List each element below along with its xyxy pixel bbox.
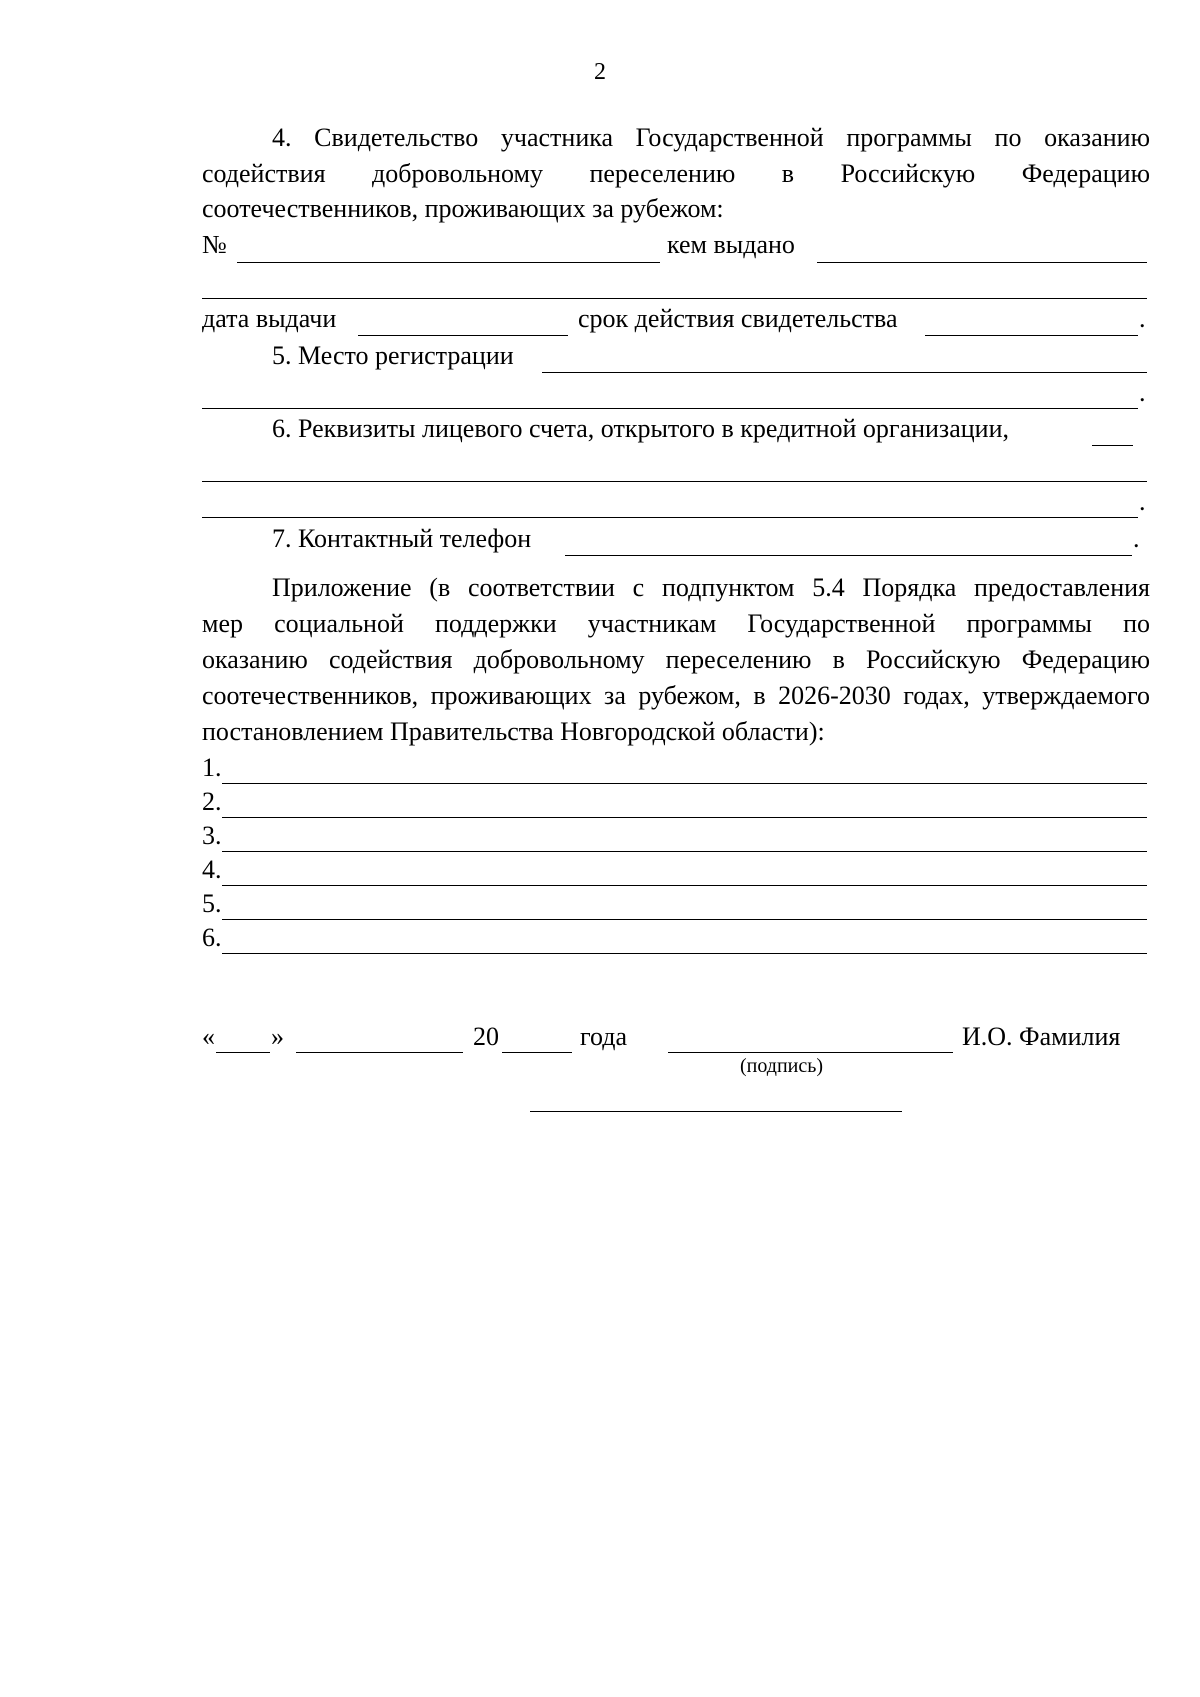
list-item-field[interactable] xyxy=(222,817,1147,818)
registration-field-continued[interactable] xyxy=(202,408,1138,409)
signature-field[interactable] xyxy=(668,1052,953,1053)
account-details-field-line2[interactable] xyxy=(202,481,1147,482)
registration-label: 5. Место регистрации xyxy=(272,341,514,370)
issued-by-field-continued[interactable] xyxy=(202,298,1147,299)
list-item-field[interactable] xyxy=(222,885,1147,886)
validity-field[interactable] xyxy=(925,335,1138,336)
certificate-number-label: № xyxy=(202,230,227,259)
appendix-line5: постановлением Правительства Новгородской области): xyxy=(202,717,825,746)
period: . xyxy=(1139,487,1146,516)
account-details-field[interactable] xyxy=(1092,445,1133,446)
phone-label: 7. Контактный телефон xyxy=(272,524,532,553)
period: . xyxy=(1139,378,1146,407)
list-item-number: 1. xyxy=(202,753,222,782)
date-open-quote: « xyxy=(202,1022,215,1051)
year-suffix: года xyxy=(580,1022,628,1051)
page-number: 2 xyxy=(594,59,606,85)
list-item-field[interactable] xyxy=(222,953,1147,954)
period: . xyxy=(1139,304,1146,333)
account-details-field-line3[interactable] xyxy=(202,517,1138,518)
appendix-line2: мер социальной поддержки участникам Государственной программы по xyxy=(202,609,1150,638)
signer-name: И.О. Фамилия xyxy=(962,1022,1121,1051)
appendix-line1: Приложение (в соответствии с подпунктом 5.4 Порядка предоставления xyxy=(272,573,1150,602)
date-month-field[interactable] xyxy=(296,1052,463,1053)
appendix-line4: соотечественников, проживающих за рубежом, в 2026-2030 годах, утверждаемого xyxy=(202,681,1150,710)
list-item-number: 6. xyxy=(202,923,222,952)
phone-field[interactable] xyxy=(565,555,1132,556)
signature-caption: (подпись) xyxy=(740,1055,824,1077)
registration-field[interactable] xyxy=(542,372,1147,373)
list-item-field[interactable] xyxy=(222,851,1147,852)
issue-date-label: дата выдачи xyxy=(202,304,337,333)
date-close-quote: » xyxy=(271,1022,284,1051)
issued-by-label: кем выдано xyxy=(667,230,795,259)
date-year-field[interactable] xyxy=(502,1052,572,1053)
list-item-number: 3. xyxy=(202,821,222,850)
account-details-label: 6. Реквизиты лицевого счета, открытого в кредитной организации, xyxy=(272,414,1009,443)
appendix-line3: оказанию содействия добровольному переселению в Российскую Федерацию xyxy=(202,645,1150,674)
period: . xyxy=(1133,524,1140,553)
item4-line1: 4. Свидетельство участника Государственной программы по оказанию xyxy=(272,123,1150,152)
item4-line2: содействия добровольному переселению в Российскую Федерацию xyxy=(202,159,1150,188)
list-item-number: 5. xyxy=(202,889,222,918)
issue-date-field[interactable] xyxy=(358,335,568,336)
list-item-field[interactable] xyxy=(222,783,1147,784)
list-item-number: 4. xyxy=(202,855,222,884)
date-day-field[interactable] xyxy=(216,1052,270,1053)
issued-by-field[interactable] xyxy=(817,262,1147,263)
year-prefix: 20 xyxy=(473,1022,499,1051)
item4-line3: соотечественников, проживающих за рубежом: xyxy=(202,194,724,223)
list-item-number: 2. xyxy=(202,787,222,816)
certificate-number-field[interactable] xyxy=(237,262,660,263)
separator-line xyxy=(530,1111,902,1112)
validity-label: срок действия свидетельства xyxy=(578,304,898,333)
list-item-field[interactable] xyxy=(222,919,1147,920)
